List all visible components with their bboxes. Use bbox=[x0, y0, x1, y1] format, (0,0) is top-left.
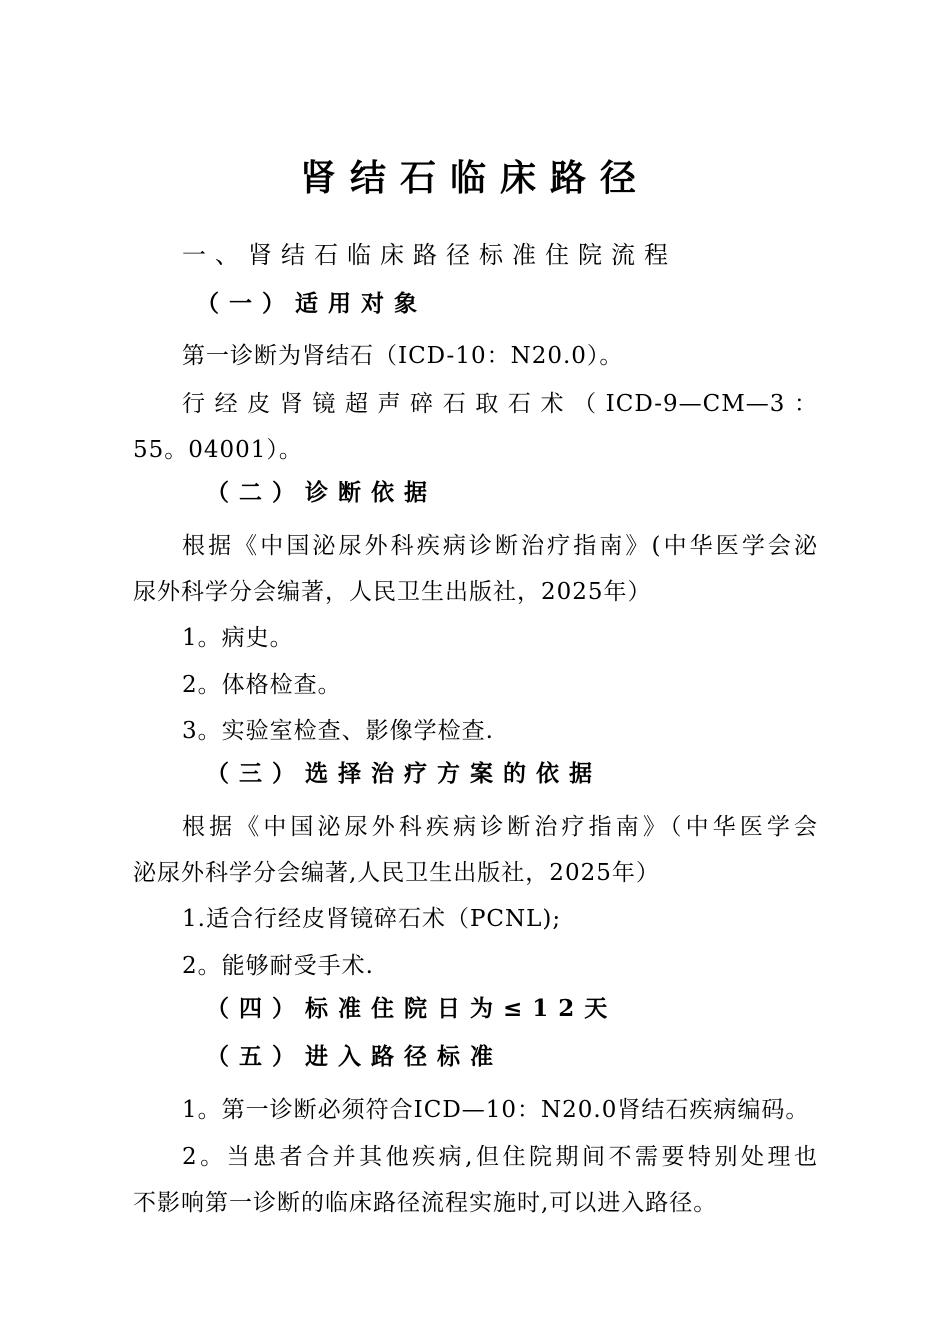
subsection-heading-entry-criteria: （五）进入路径标准 bbox=[206, 1043, 503, 1070]
paragraph-entry-criterion-1: 1。第一诊断必须符合ICD—10：N20.0肾结石疾病编码。 bbox=[182, 1097, 810, 1123]
document-title: 肾结石临床路径 bbox=[299, 157, 650, 199]
paragraph-diagnosis-code: 第一诊断为肾结石（ICD-10：N20.0）。 bbox=[182, 343, 624, 369]
subsection-heading-hospital-days: （四）标准住院日为≤12天 bbox=[206, 995, 618, 1022]
list-item: 1.适合行经皮肾镜碎石术（PCNL); bbox=[182, 906, 562, 932]
paragraph-procedure-line1: 行经皮肾镜超声碎石取石术（ICD-9—CM—3： bbox=[182, 391, 818, 417]
paragraph-procedure-line2: 55。04001）。 bbox=[133, 437, 303, 463]
paragraph-entry-criterion-2-line2: 不影响第一诊断的临床路径流程实施时,可以进入路径。 bbox=[133, 1190, 718, 1216]
paragraph-entry-criterion-2-line1: 2。当患者合并其他疾病,但住院期间不需要特别处理也 bbox=[182, 1144, 818, 1170]
paragraph-guideline-line1: 根据《中国泌尿外科疾病诊断治疗指南》（中华医学会 bbox=[182, 814, 818, 840]
list-item: 1。病史。 bbox=[182, 625, 294, 651]
list-item: 2。体格检查。 bbox=[182, 672, 342, 698]
list-item: 3。实验室检查、影像学检查. bbox=[182, 718, 494, 744]
subsection-heading-applicable-objects: （一）适用对象 bbox=[196, 290, 427, 317]
subsection-heading-diagnostic-basis: （二）诊断依据 bbox=[206, 479, 437, 506]
subsection-heading-treatment-basis: （三）选择治疗方案的依据 bbox=[206, 760, 602, 787]
paragraph-guideline-line1: 根据《中国泌尿外科疾病诊断治疗指南》(中华医学会泌 bbox=[182, 533, 818, 559]
list-item: 2。能够耐受手术. bbox=[182, 953, 374, 979]
section-heading: 一、肾结石临床路径标准住院流程 bbox=[182, 241, 677, 269]
paragraph-guideline-line2: 尿外科学分会编著，人民卫生出版社，2025年） bbox=[133, 579, 652, 605]
paragraph-guideline-line2: 泌尿外科学分会编著,人民卫生出版社，2025年） bbox=[133, 860, 660, 886]
